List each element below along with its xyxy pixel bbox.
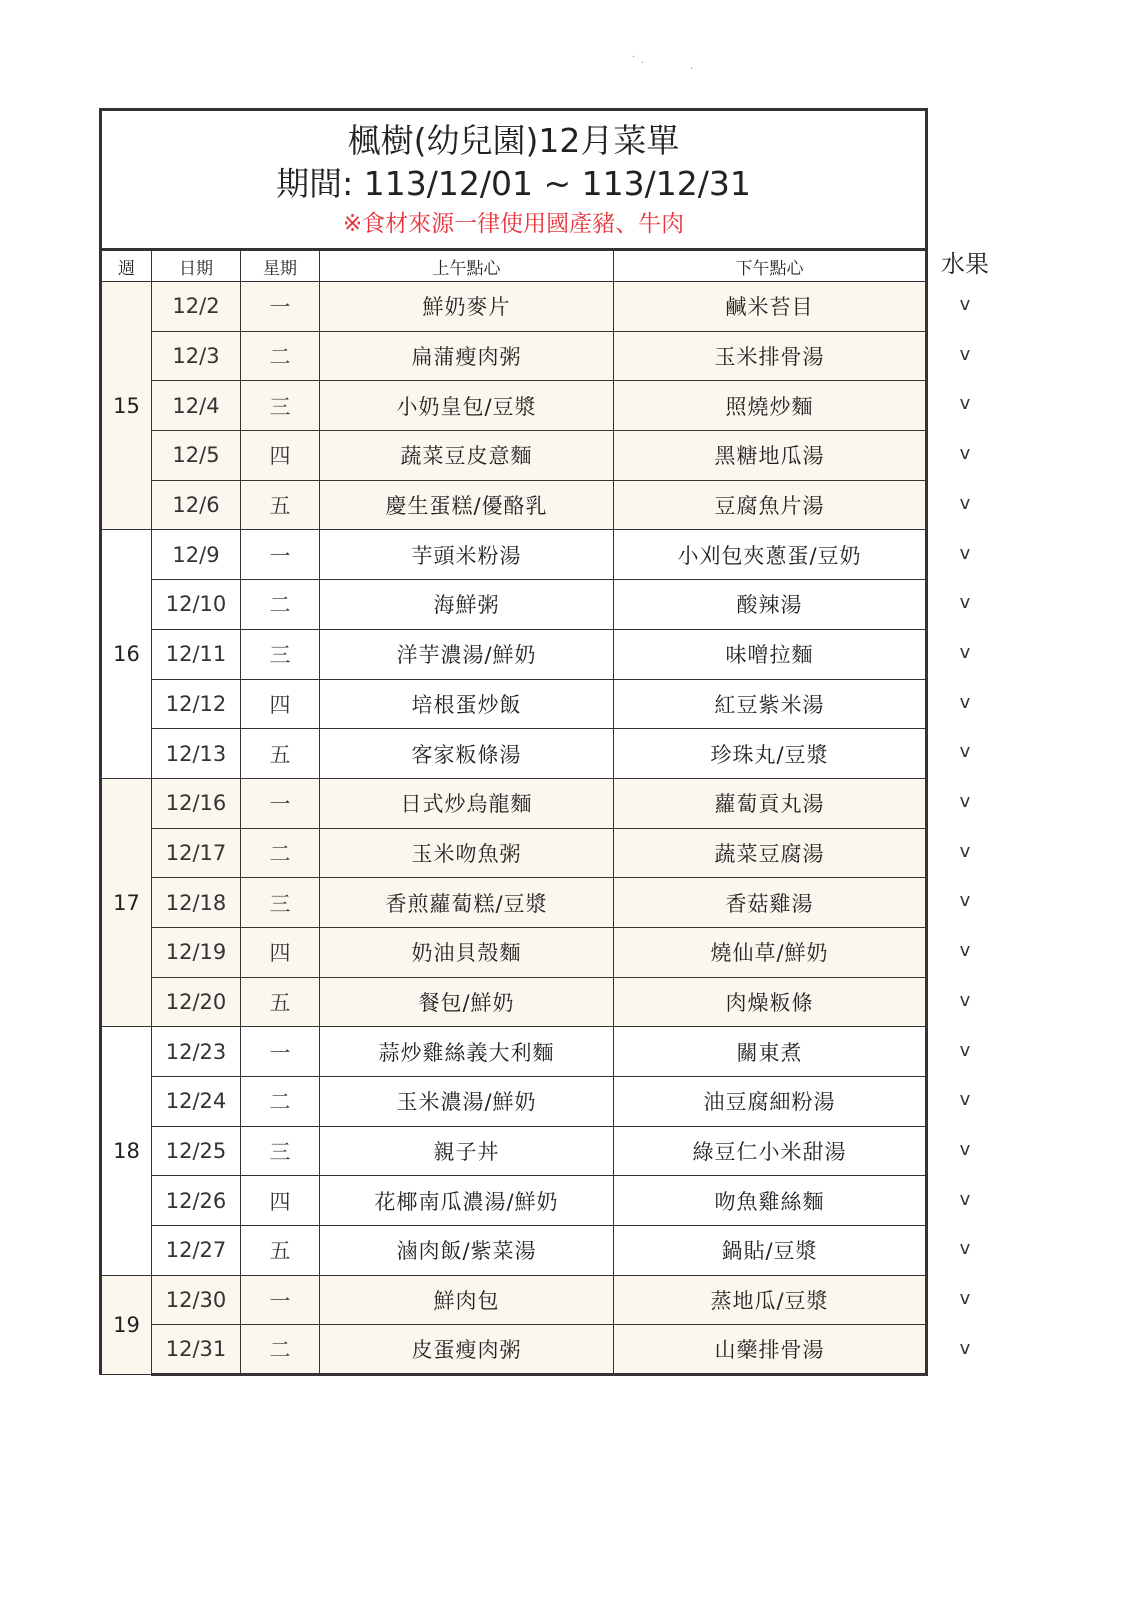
morning-snack-cell: 洋芋濃湯/鮮奶	[320, 629, 614, 679]
table-row	[101, 431, 927, 481]
date-cell: 12/2	[152, 282, 241, 332]
table-row	[101, 977, 927, 1027]
afternoon-snack-cell: 鍋貼/豆漿	[614, 1226, 927, 1276]
afternoon-snack-cell: 燒仙草/鮮奶	[614, 927, 927, 977]
fruit-mark: v	[959, 940, 971, 962]
date-cell: 12/19	[152, 927, 241, 977]
table-row	[101, 679, 927, 729]
menu-title: 楓樹(幼兒園)12月菜單	[347, 120, 680, 160]
date-cell: 12/27	[152, 1226, 241, 1276]
table-row	[101, 778, 927, 828]
table-row	[101, 1275, 927, 1325]
weekday-cell: 二	[241, 1325, 320, 1375]
week-number: 16	[101, 530, 152, 778]
morning-snack-cell: 扁蒲瘦肉粥	[320, 331, 614, 381]
fruit-mark: v	[959, 890, 971, 912]
date-cell: 12/16	[152, 778, 241, 828]
weekday-cell: 一	[241, 778, 320, 828]
weekday-cell: 四	[241, 1176, 320, 1226]
morning-snack-cell: 蒜炒雞絲義大利麵	[320, 1027, 614, 1077]
fruit-mark: v	[959, 393, 971, 415]
afternoon-snack-cell: 紅豆紫米湯	[614, 679, 927, 729]
weekday-cell: 二	[241, 828, 320, 878]
afternoon-snack-cell: 蒸地瓜/豆漿	[614, 1275, 927, 1325]
week-number: 15	[101, 282, 152, 530]
table-row	[101, 282, 927, 332]
date-cell: 12/11	[152, 629, 241, 679]
header-weekday: 星期	[241, 250, 320, 282]
week-number: 18	[101, 1027, 152, 1275]
weekday-cell: 二	[241, 580, 320, 630]
fruit-mark: v	[959, 443, 971, 465]
table-row	[101, 878, 927, 928]
morning-snack-cell: 芋頭米粉湯	[320, 530, 614, 580]
header-fruit: 水果	[941, 250, 989, 278]
date-cell: 12/18	[152, 878, 241, 928]
weekday-cell: 五	[241, 480, 320, 530]
morning-snack-cell: 蔬菜豆皮意麵	[320, 431, 614, 481]
fruit-mark: v	[959, 542, 971, 564]
afternoon-snack-cell: 黑糖地瓜湯	[614, 431, 927, 481]
scan-speck: ·	[690, 64, 694, 75]
afternoon-snack-cell: 關東煮	[614, 1027, 927, 1077]
afternoon-snack-cell: 照燒炒麵	[614, 381, 927, 431]
afternoon-snack-cell: 珍珠丸/豆漿	[614, 729, 927, 779]
header-week: 週	[101, 250, 152, 282]
morning-snack-cell: 玉米濃湯/鮮奶	[320, 1077, 614, 1127]
weekday-cell: 四	[241, 679, 320, 729]
afternoon-snack-cell: 小刈包夾蔥蛋/豆奶	[614, 530, 927, 580]
menu-period: 期間: 113/12/01 ~ 113/12/31	[276, 163, 751, 203]
fruit-mark: v	[959, 1337, 971, 1359]
date-cell: 12/24	[152, 1077, 241, 1127]
table-row	[101, 1176, 927, 1226]
fruit-mark: v	[959, 840, 971, 862]
fruit-mark: v	[959, 791, 971, 812]
date-cell: 12/13	[152, 729, 241, 779]
table-row	[101, 331, 927, 381]
date-cell: 12/31	[152, 1325, 241, 1375]
fruit-mark: v	[959, 294, 971, 315]
date-cell: 12/9	[152, 530, 241, 580]
afternoon-snack-cell: 吻魚雞絲麵	[614, 1176, 927, 1226]
date-cell: 12/23	[152, 1027, 241, 1077]
ingredient-note: ※食材來源一律使用國產豬、牛肉	[342, 210, 685, 237]
header-morning-snack: 上午點心	[320, 250, 614, 282]
fruit-mark: v	[959, 1039, 971, 1061]
date-cell: 12/6	[152, 480, 241, 530]
afternoon-snack-cell: 鹹米苔目	[614, 282, 927, 332]
date-cell: 12/26	[152, 1176, 241, 1226]
weekday-cell: 二	[241, 331, 320, 381]
fruit-mark: v	[959, 691, 971, 713]
table-row	[101, 580, 927, 630]
week-number: 19	[101, 1275, 152, 1374]
morning-snack-cell: 培根蛋炒飯	[320, 679, 614, 729]
table-row	[101, 530, 927, 580]
morning-snack-cell: 奶油貝殼麵	[320, 927, 614, 977]
morning-snack-cell: 玉米吻魚粥	[320, 828, 614, 878]
date-cell: 12/5	[152, 431, 241, 481]
table-row	[101, 629, 927, 679]
column-header-row	[101, 250, 927, 282]
table-row	[101, 1126, 927, 1176]
date-cell: 12/10	[152, 580, 241, 630]
weekday-cell: 四	[241, 431, 320, 481]
date-cell: 12/30	[152, 1275, 241, 1325]
fruit-mark: v	[959, 641, 971, 663]
morning-snack-cell: 鮮肉包	[320, 1275, 614, 1325]
scan-speck: ·	[641, 58, 645, 69]
table-row	[101, 1325, 927, 1375]
weekday-cell: 三	[241, 878, 320, 928]
table-row	[101, 381, 927, 431]
weekday-cell: 二	[241, 1077, 320, 1127]
morning-snack-cell: 滷肉飯/紫菜湯	[320, 1226, 614, 1276]
fruit-mark: v	[959, 592, 971, 614]
morning-snack-cell: 鮮奶麥片	[320, 282, 614, 332]
fruit-mark: v	[959, 1089, 971, 1111]
afternoon-snack-cell: 綠豆仁小米甜湯	[614, 1126, 927, 1176]
date-cell: 12/20	[152, 977, 241, 1027]
table-row	[101, 729, 927, 779]
morning-snack-cell: 花椰南瓜濃湯/鮮奶	[320, 1176, 614, 1226]
weekday-cell: 三	[241, 1126, 320, 1176]
fruit-mark: v	[959, 989, 971, 1011]
weekday-cell: 五	[241, 1226, 320, 1276]
fruit-mark: v	[959, 1138, 971, 1160]
afternoon-snack-cell: 山藥排骨湯	[614, 1325, 927, 1375]
date-cell: 12/12	[152, 679, 241, 729]
weekday-cell: 三	[241, 381, 320, 431]
weekday-cell: 五	[241, 977, 320, 1027]
weekday-cell: 一	[241, 282, 320, 332]
date-cell: 12/4	[152, 381, 241, 431]
morning-snack-cell: 皮蛋瘦肉粥	[320, 1325, 614, 1375]
afternoon-snack-cell: 肉燥粄條	[614, 977, 927, 1027]
title-block	[101, 110, 927, 250]
afternoon-snack-cell: 豆腐魚片湯	[614, 480, 927, 530]
afternoon-snack-cell: 玉米排骨湯	[614, 331, 927, 381]
menu-body	[101, 282, 927, 1375]
weekday-cell: 一	[241, 530, 320, 580]
morning-snack-cell: 小奶皇包/豆漿	[320, 381, 614, 431]
table-row	[101, 828, 927, 878]
weekday-cell: 三	[241, 629, 320, 679]
date-cell: 12/3	[152, 331, 241, 381]
weekday-cell: 五	[241, 729, 320, 779]
fruit-mark: v	[959, 492, 971, 514]
menu-table	[99, 108, 928, 1376]
afternoon-snack-cell: 味噌拉麵	[614, 629, 927, 679]
morning-snack-cell: 日式炒烏龍麵	[320, 778, 614, 828]
table-row	[101, 1226, 927, 1276]
afternoon-snack-cell: 油豆腐細粉湯	[614, 1077, 927, 1127]
header-afternoon-snack: 下午點心	[614, 250, 927, 282]
table-row	[101, 927, 927, 977]
fruit-mark: v	[959, 1188, 971, 1210]
date-cell: 12/17	[152, 828, 241, 878]
fruit-mark: v	[959, 1238, 971, 1260]
fruit-mark: v	[959, 1288, 971, 1309]
morning-snack-cell: 香煎蘿蔔糕/豆漿	[320, 878, 614, 928]
morning-snack-cell: 餐包/鮮奶	[320, 977, 614, 1027]
week-number: 17	[101, 778, 152, 1026]
afternoon-snack-cell: 香菇雞湯	[614, 878, 927, 928]
morning-snack-cell: 慶生蛋糕/優酪乳	[320, 480, 614, 530]
scan-speck: ·	[632, 52, 636, 63]
weekday-cell: 四	[241, 927, 320, 977]
morning-snack-cell: 客家粄條湯	[320, 729, 614, 779]
afternoon-snack-cell: 蔬菜豆腐湯	[614, 828, 927, 878]
header-date: 日期	[152, 250, 241, 282]
morning-snack-cell: 海鮮粥	[320, 580, 614, 630]
table-row	[101, 1027, 927, 1077]
morning-snack-cell: 親子丼	[320, 1126, 614, 1176]
fruit-mark: v	[959, 343, 971, 365]
weekday-cell: 一	[241, 1275, 320, 1325]
weekday-cell: 一	[241, 1027, 320, 1077]
afternoon-snack-cell: 酸辣湯	[614, 580, 927, 630]
afternoon-snack-cell: 蘿蔔貢丸湯	[614, 778, 927, 828]
date-cell: 12/25	[152, 1126, 241, 1176]
table-row	[101, 480, 927, 530]
fruit-mark: v	[959, 741, 971, 763]
table-row	[101, 1077, 927, 1127]
